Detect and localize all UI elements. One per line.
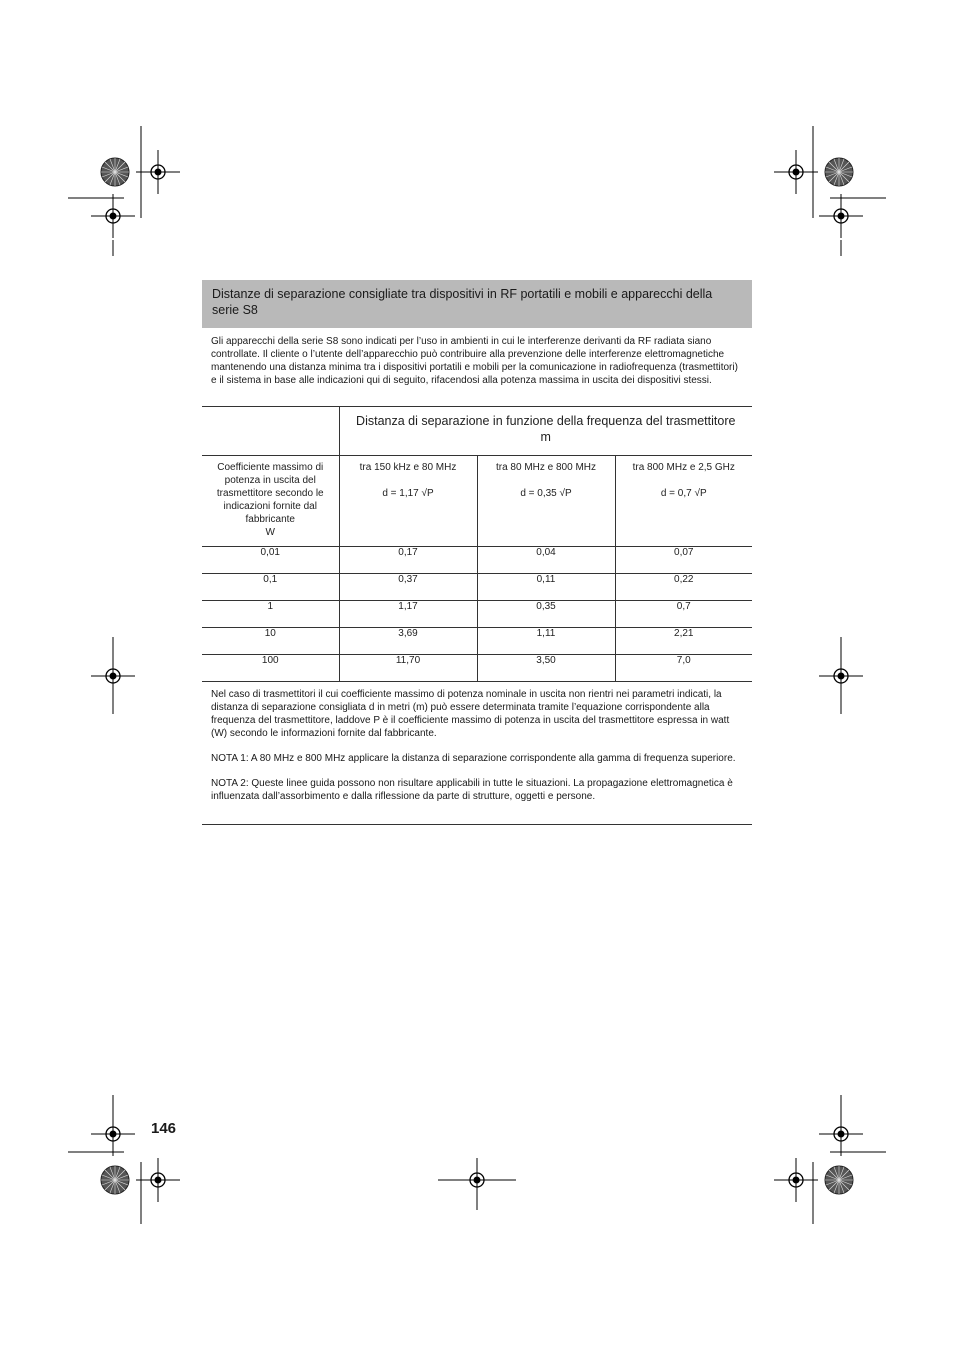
span-header [339, 407, 752, 456]
table-row [202, 601, 752, 628]
column-header [477, 456, 615, 547]
table-row [202, 628, 752, 655]
table-cell: 0,04 [477, 547, 615, 574]
column-formula: d = 0,7 √P [660, 488, 707, 499]
table-cell: 11,70 [339, 655, 477, 682]
column-header [615, 456, 752, 547]
table-cell: 7,0 [615, 655, 752, 682]
notes-section [211, 688, 746, 815]
span-header-title: Distanza di separazione in funzione della frequenza del trasmettitore [356, 414, 736, 428]
intro-paragraph: Gli apparecchi della serie S8 sono indicati per l’uso in ambienti in cui le interferenze derivanti da RF radiata siano controllate. Il cliente o l’utente dell’apparecchio può contribuire alla prevenzione delle interferenze elettromagnetiche mantenendo una distanza minima tra i dispositivi portatili e mobili per la comunicazione in radiofrequenza (trasmettitori) e il sistema in base alle indicazioni qui di seguito, rifacendosi alla potenza massima in uscita dei dispositivi stessi. [211, 336, 738, 386]
column-formula: d = 1,17 √P [382, 488, 434, 499]
table-cell: 0,37 [339, 574, 477, 601]
table-corner-cell [202, 407, 339, 456]
column-range: tra 80 MHz e 800 MHz [495, 462, 597, 473]
column-range: tra 150 kHz e 80 MHz [359, 462, 457, 473]
table-cell: 100 [202, 655, 339, 682]
table-cell: 0,35 [477, 601, 615, 628]
note-1: NOTA 1: A 80 MHz e 800 MHz applicare la distanza di separazione corrispondente alla gamma di frequenza superiore. [211, 753, 736, 764]
section-title: Distanze di separazione consigliate tra dispositivi in RF portatili e mobili e apparecchi della serie S8 [202, 280, 752, 328]
table-row [202, 574, 752, 601]
table-cell: 0,01 [202, 547, 339, 574]
span-header-unit: m [540, 430, 551, 444]
table-cell: 10 [202, 628, 339, 655]
star-target-icon [825, 158, 853, 186]
table-cell: 2,21 [615, 628, 752, 655]
table-cell: 0,11 [477, 574, 615, 601]
table-cell: 0,7 [615, 601, 752, 628]
column-range: tra 800 MHz e 2,5 GHz [632, 462, 735, 473]
column-header [339, 456, 477, 547]
table-cell: 0,1 [202, 574, 339, 601]
table-row [202, 547, 752, 574]
table-cell: 1 [202, 601, 339, 628]
page-number: 146 [151, 1120, 177, 1137]
star-target-icon [101, 158, 129, 186]
table-row [202, 655, 752, 682]
table-cell: 3,50 [477, 655, 615, 682]
table-cell: 1,11 [477, 628, 615, 655]
table-cell: 0,17 [339, 547, 477, 574]
row-header-cell [202, 456, 339, 547]
column-formula: d = 0,35 √P [520, 488, 572, 499]
separation-distance-table [202, 406, 752, 682]
row-header-label: Coefficiente massimo di potenza in uscita del trasmettitore secondo le indicazioni fornite dal fabbricante [216, 462, 324, 525]
note-2: NOTA 2: Queste linee guida possono non risultare applicabili in tutte le situazioni. La propagazione elettromagnetica è influenzata dall’assorbimento e dalla riflessione da parte di strutture, oggetti e persone. [211, 778, 733, 802]
star-target-icon [825, 1166, 853, 1194]
table-bottom-rule [202, 824, 752, 825]
row-header-unit: W [265, 527, 275, 538]
table-cell: 3,69 [339, 628, 477, 655]
table-cell: 0,07 [615, 547, 752, 574]
table-cell: 0,22 [615, 574, 752, 601]
notes-paragraph: Nel caso di trasmettitori il cui coefficiente massimo di potenza nominale in uscita non rientri nei parametri indicati, la distanza di separazione consigliata d in metri (m) può essere determinata tramite l’equazione corrispondente alla frequenza del trasmettitore, laddove P è il coefficiente massimo di potenza in uscita del trasmettitore espressa in watt (W) secondo le informazioni fornite dal fabbricante. [211, 689, 730, 739]
table-cell: 1,17 [339, 601, 477, 628]
star-target-icon [101, 1166, 129, 1194]
